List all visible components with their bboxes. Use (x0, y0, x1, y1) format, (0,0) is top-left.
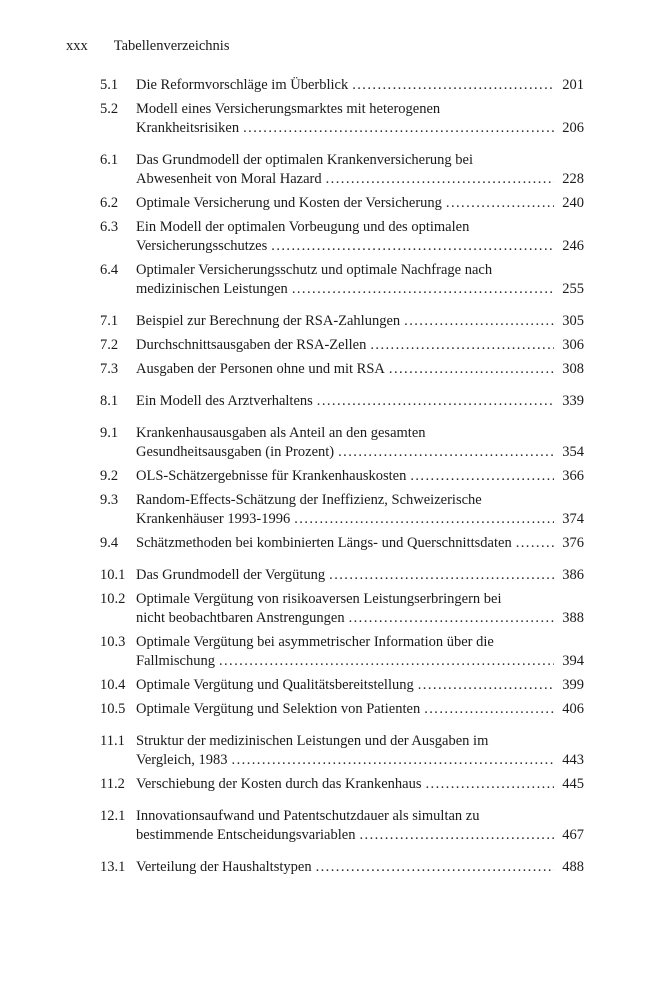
table-number: 6.1 (100, 152, 119, 168)
table-title (136, 590, 584, 628)
page-number: 386 (562, 567, 584, 583)
dot-leader (424, 700, 554, 719)
dot-leader (326, 170, 554, 189)
page-number: 339 (562, 393, 584, 409)
table-number: 12.1 (100, 808, 126, 824)
table-number: 7.1 (100, 313, 119, 329)
table-number: 5.1 (100, 77, 119, 93)
table-list (100, 76, 584, 882)
title-line: OLS-Schätzergebnisse für Krankenhauskosten (136, 468, 407, 484)
dot-leader (418, 676, 554, 695)
dot-leader (317, 392, 554, 411)
page-number: 201 (562, 77, 584, 93)
title-line: Modell eines Versicherungsmarktes mit heterogenen (136, 101, 441, 117)
title-line: Krankenhausausgaben als Anteil an den gesamten (136, 425, 426, 441)
table-number: 5.2 (100, 101, 119, 117)
table-title (136, 151, 584, 189)
page-number: 488 (562, 859, 584, 875)
toc-entry (100, 312, 584, 331)
toc-entry (100, 566, 584, 585)
toc-entry (100, 775, 584, 794)
title-line: Krankenhäuser 1993-1996 (136, 511, 291, 527)
page-number: 354 (562, 444, 584, 460)
table-title (136, 807, 584, 845)
title-line: Optimale Vergütung bei asymmetrischer Information über die (136, 634, 494, 650)
toc-entry (100, 218, 584, 256)
table-title (136, 534, 584, 553)
dot-leader (292, 280, 554, 299)
page-number: 394 (562, 653, 584, 669)
page-number: 399 (562, 677, 584, 693)
table-title (136, 76, 584, 95)
toc-entry (100, 194, 584, 213)
page-number-label: xxx (66, 38, 88, 54)
toc-entry (100, 424, 584, 462)
table-title (136, 194, 584, 213)
toc-entry (100, 392, 584, 411)
title-line: Gesundheitsausgaben (in Prozent) (136, 444, 335, 460)
table-number: 11.1 (100, 733, 125, 749)
dot-leader (349, 609, 554, 628)
dot-leader (410, 467, 554, 486)
toc-entry (100, 590, 584, 628)
page-title: Tabellenverzeichnis (113, 38, 230, 54)
dot-leader (370, 336, 554, 355)
dot-leader (389, 360, 554, 379)
toc-entry (100, 858, 584, 877)
table-title (136, 676, 584, 695)
table-number: 9.4 (100, 535, 119, 551)
table-number: 7.2 (100, 337, 119, 353)
title-line: Das Grundmodell der Vergütung (136, 567, 326, 583)
dot-leader (425, 775, 554, 794)
toc-entry (100, 633, 584, 671)
table-number: 9.2 (100, 468, 119, 484)
toc-entry (100, 807, 584, 845)
toc-entry (100, 360, 584, 379)
toc-entry (100, 700, 584, 719)
page-number: 305 (562, 313, 584, 329)
table-title (136, 261, 584, 299)
table-title (136, 633, 584, 671)
dot-leader (243, 119, 554, 138)
page-number: 308 (562, 361, 584, 377)
title-line: Optimale Vergütung und Qualitätsbereitstellung (136, 677, 414, 693)
table-title (136, 732, 584, 770)
title-line: Innovationsaufwand und Patentschutzdauer als simultan zu (136, 808, 480, 824)
title-line: Abwesenheit von Moral Hazard (136, 171, 322, 187)
title-line: bestimmende Entscheidungsvariablen (136, 827, 356, 843)
table-title (136, 858, 584, 877)
table-title (136, 312, 584, 331)
toc-entry (100, 336, 584, 355)
table-number: 7.3 (100, 361, 119, 377)
dot-leader (338, 443, 554, 462)
table-number: 10.2 (100, 591, 126, 607)
table-number: 8.1 (100, 393, 119, 409)
toc-entry (100, 100, 584, 138)
title-line: Fallmischung (136, 653, 215, 669)
table-number: 11.2 (100, 776, 125, 792)
page-number: 445 (562, 776, 584, 792)
page-number: 366 (562, 468, 584, 484)
page-number: 306 (562, 337, 584, 353)
page-number: 406 (562, 701, 584, 717)
dot-leader (232, 751, 554, 770)
table-title (136, 424, 584, 462)
title-line: Optimaler Versicherungsschutz und optimale Nachfrage nach (136, 262, 493, 278)
table-title (136, 218, 584, 256)
title-line: Verteilung der Haushaltstypen (136, 859, 312, 875)
title-line: Ein Modell der optimalen Vorbeugung und des optimalen (136, 219, 470, 235)
title-line: Vergleich, 1983 (136, 752, 228, 768)
toc-entry (100, 151, 584, 189)
table-title (136, 100, 584, 138)
page-number: 246 (562, 238, 584, 254)
dot-leader (352, 76, 554, 95)
table-number: 9.3 (100, 492, 119, 508)
table-number: 10.1 (100, 567, 126, 583)
table-number: 13.1 (100, 859, 126, 875)
table-title (136, 775, 584, 794)
title-line: Durchschnittsausgaben der RSA-Zellen (136, 337, 367, 353)
table-title (136, 360, 584, 379)
toc-entry (100, 732, 584, 770)
title-line: Ein Modell des Arztverhaltens (136, 393, 313, 409)
page-number: 443 (562, 752, 584, 768)
title-line: Struktur der medizinischen Leistungen und der Ausgaben im (136, 733, 489, 749)
page-number: 467 (562, 827, 584, 843)
title-line: Optimale Vergütung von risikoaversen Leistungserbringern bei (136, 591, 502, 607)
title-line: Verschiebung der Kosten durch das Krankenhaus (136, 776, 422, 792)
title-line: Versicherungsschutzes (136, 238, 268, 254)
page-number: 376 (562, 535, 584, 551)
title-line: Krankheitsrisiken (136, 120, 240, 136)
page-number: 255 (562, 281, 584, 297)
toc-entry (100, 676, 584, 695)
title-line: Beispiel zur Berechnung der RSA-Zahlungen (136, 313, 401, 329)
table-number: 6.4 (100, 262, 119, 278)
title-line: Die Reformvorschläge im Überblick (136, 77, 349, 93)
toc-entry (100, 261, 584, 299)
page-number: 206 (562, 120, 584, 136)
title-line: Optimale Versicherung und Kosten der Versicherung (136, 195, 442, 211)
toc-entry (100, 534, 584, 553)
table-title (136, 467, 584, 486)
page-number: 240 (562, 195, 584, 211)
table-number: 10.4 (100, 677, 126, 693)
dot-leader (359, 826, 554, 845)
table-number: 6.2 (100, 195, 119, 211)
dot-leader (271, 237, 554, 256)
table-number: 10.5 (100, 701, 126, 717)
title-line: Das Grundmodell der optimalen Krankenversicherung bei (136, 152, 474, 168)
page-number: 228 (562, 171, 584, 187)
dot-leader (404, 312, 554, 331)
table-title (136, 566, 584, 585)
title-line: medizinischen Leistungen (136, 281, 288, 297)
toc-entry (100, 76, 584, 95)
title-line: nicht beobachtbaren Anstrengungen (136, 610, 345, 626)
toc-entry (100, 491, 584, 529)
title-line: Random-Effects-Schätzung der Ineffizienz, Schweizerische (136, 492, 482, 508)
table-number: 6.3 (100, 219, 119, 235)
table-number: 9.1 (100, 425, 119, 441)
title-line: Ausgaben der Personen ohne und mit RSA (136, 361, 385, 377)
dot-leader (446, 194, 554, 213)
table-title (136, 392, 584, 411)
title-line: Schätzmethoden bei kombinierten Längs- und Querschnittsdaten (136, 535, 512, 551)
table-title (136, 700, 584, 719)
table-title (136, 336, 584, 355)
page-number: 374 (562, 511, 584, 527)
dot-leader (219, 652, 554, 671)
page-number: 388 (562, 610, 584, 626)
running-head (66, 38, 229, 55)
table-title (136, 491, 584, 529)
table-number: 10.3 (100, 634, 126, 650)
dot-leader (294, 510, 554, 529)
toc-entry (100, 467, 584, 486)
title-line: Optimale Vergütung und Selektion von Patienten (136, 701, 421, 717)
dot-leader (316, 858, 554, 877)
dot-leader (516, 534, 554, 553)
dot-leader (329, 566, 554, 585)
